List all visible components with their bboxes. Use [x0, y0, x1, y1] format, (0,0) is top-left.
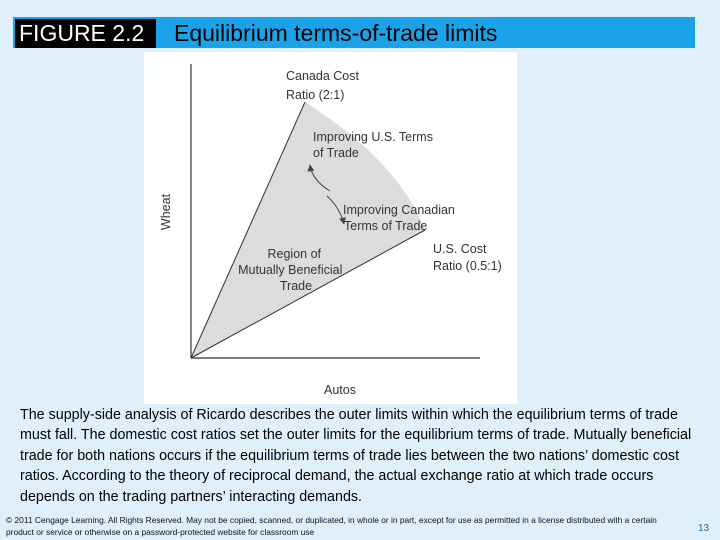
copyright-footer: © 2011 Cengage Learning. All Rights Reserved. May not be copied, scanned, or duplicated, in whole or in part, except for use as permitted in a license distributed with a certain product or service or otherwise on a password-protected website for classroom use [6, 515, 657, 537]
page-number: 13 [698, 523, 710, 534]
us-cost-ratio-label: U.S. Cost Ratio (0.5:1) [433, 242, 502, 273]
improving-canadian-terms-label: Improving Canadian Terms of Trade [343, 203, 455, 233]
improving-us-terms-label: Improving U.S. Terms of Trade [313, 130, 433, 160]
figure-title: Equilibrium terms-of-trade limits [174, 20, 498, 46]
figure-caption: The supply-side analysis of Ricardo describes the outer limits within which the equilibrium terms of trade must fall. The domestic cost ratios set the outer limits for the equilibrium terms of trade. Mutually beneficial trade for both nations occurs if the equilibrium terms of trade lies between the two nations’ domestic cost ratios. According to the theory of reciprocal demand, the actual exchange ratio at which trade occurs depends on the trading partners’ interacting demands. [20, 407, 692, 505]
figure-label: FIGURE 2.2 [15, 19, 156, 48]
canada-cost-ratio-label: Canada Cost Ratio (2:1) [286, 69, 359, 102]
y-axis-label: Wheat [159, 193, 173, 231]
x-axis-label: Autos [324, 383, 356, 397]
region-label: Region of Mutually Beneficial Trade [238, 247, 343, 293]
diagram-panel [144, 52, 517, 404]
terms-of-trade-diagram [144, 52, 517, 404]
